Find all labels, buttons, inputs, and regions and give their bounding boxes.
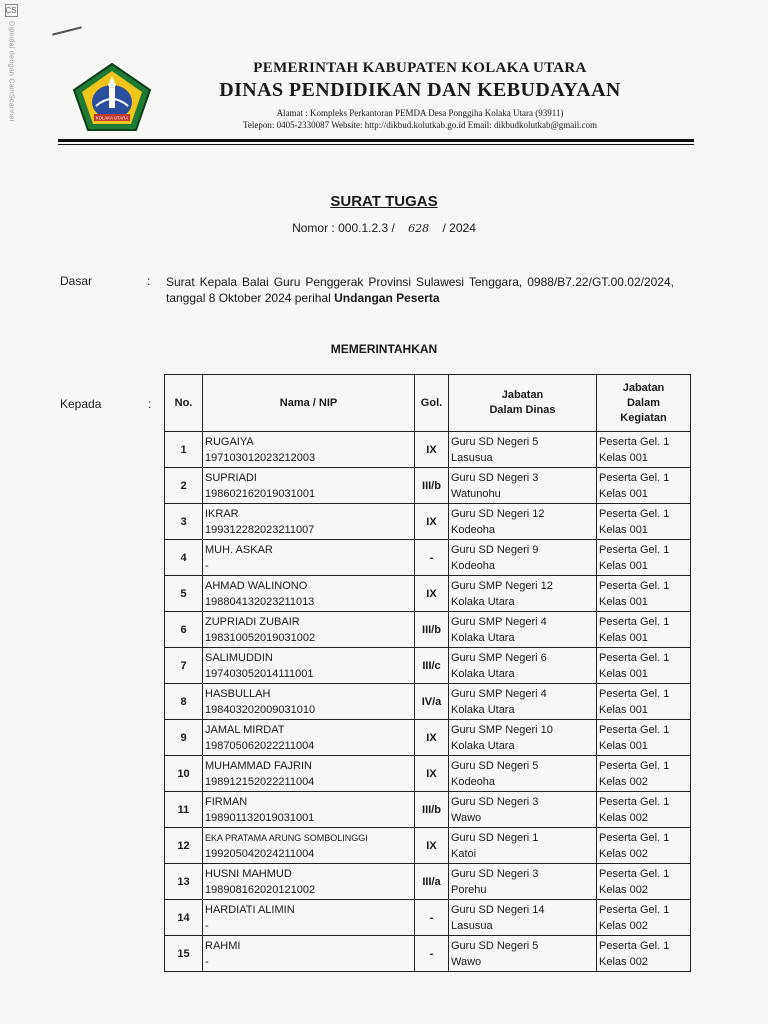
row-name: JAMAL MIRDAT (205, 723, 285, 736)
row-name-nip (203, 432, 415, 468)
row-jabatan-dinas: Guru SMP Negeri 6 Kolaka Utara (449, 648, 597, 684)
row-nip: 199205042024211004 (205, 847, 315, 860)
row-jabatan-dinas: Guru SD Negeri 3 Watunohu (449, 468, 597, 504)
table-row (165, 684, 691, 720)
document-title: SURAT TUGAS (330, 193, 438, 210)
agency-contact: Telepon: 0405-2330087 Website: http://dikbud.kolutkab.go.id Email: dikbudkolutkab@gmail.com (243, 120, 597, 130)
table-row (165, 468, 691, 504)
row-number: 4 (165, 540, 203, 576)
row-jabatan-kegiatan: Peserta Gel. 1 Kelas 001 (597, 468, 691, 504)
row-jabatan-kegiatan: Peserta Gel. 1 Kelas 002 (597, 900, 691, 936)
agency-address: Alamat : Kompleks Perkantoran PEMDA Desa Ponggiha Kolaka Utara (93911) (276, 108, 564, 118)
row-name-nip (203, 792, 415, 828)
row-jabatan-dinas: Guru SD Negeri 5 Wawo (449, 936, 597, 972)
header-gol: Gol. (415, 375, 449, 432)
dasar-label: Dasar (60, 274, 93, 288)
row-jabatan-kegiatan: Peserta Gel. 1 Kelas 001 (597, 504, 691, 540)
row-jabatan-kegiatan: Peserta Gel. 1 Kelas 002 (597, 864, 691, 900)
row-name-nip (203, 576, 415, 612)
row-name-nip (203, 648, 415, 684)
row-name: AHMAD WALINONO (205, 579, 308, 592)
header-no: No. (165, 375, 203, 432)
scanner-watermark (4, 4, 18, 184)
row-golongan: III/b (415, 468, 449, 504)
table-row (165, 828, 691, 864)
row-number: 7 (165, 648, 203, 684)
kepada-colon: : (148, 397, 152, 411)
row-name: IKRAR (205, 507, 239, 520)
number-prefix: Nomor : 000.1.2.3 / (292, 221, 395, 235)
table-row (165, 612, 691, 648)
row-jabatan-dinas: Guru SD Negeri 12 Kodeoha (449, 504, 597, 540)
row-nip: 199312282023211007 (205, 523, 315, 536)
regency-logo-icon (72, 62, 152, 132)
table-row (165, 540, 691, 576)
table-row (165, 936, 691, 972)
row-number: 14 (165, 900, 203, 936)
row-jabatan-kegiatan: Peserta Gel. 1 Kelas 001 (597, 720, 691, 756)
row-jabatan-kegiatan: Peserta Gel. 1 Kelas 001 (597, 648, 691, 684)
table-row (165, 576, 691, 612)
row-jabatan-dinas: Guru SD Negeri 1 Katoi (449, 828, 597, 864)
row-number: 13 (165, 864, 203, 900)
agency-name: DINAS PENDIDIKAN DAN KEBUDAYAAN (219, 79, 621, 101)
row-jabatan-dinas: Guru SD Negeri 5 Lasusua (449, 432, 597, 468)
row-jabatan-kegiatan: Peserta Gel. 1 Kelas 001 (597, 612, 691, 648)
header-nama: Nama / NIP (203, 375, 415, 432)
pen-stroke-mark (52, 26, 82, 35)
row-nip: 198310052019031002 (205, 631, 316, 644)
row-nip: 198908162020121002 (205, 883, 316, 896)
assignee-table (164, 374, 691, 972)
table-row (165, 720, 691, 756)
row-number: 1 (165, 432, 203, 468)
row-number: 12 (165, 828, 203, 864)
row-name: ZUPRIADI ZUBAIR (205, 615, 300, 628)
row-golongan: IX (415, 576, 449, 612)
header-jabatan-dinas: Jabatan Dalam Dinas (449, 375, 597, 432)
row-jabatan-kegiatan: Peserta Gel. 1 Kelas 002 (597, 792, 691, 828)
row-golongan: III/a (415, 864, 449, 900)
row-jabatan-dinas: Guru SMP Negeri 4 Kolaka Utara (449, 684, 597, 720)
row-golongan: - (415, 900, 449, 936)
row-jabatan-kegiatan: Peserta Gel. 1 Kelas 001 (597, 540, 691, 576)
row-number: 9 (165, 720, 203, 756)
letterhead-divider (58, 139, 694, 142)
row-nip: 197103012023212003 (205, 451, 316, 464)
row-name-nip (203, 540, 415, 576)
row-number: 11 (165, 792, 203, 828)
dasar-colon: : (147, 274, 151, 288)
row-name-nip (203, 756, 415, 792)
row-name: HASBULLAH (205, 687, 271, 700)
row-golongan: III/c (415, 648, 449, 684)
row-golongan: - (415, 540, 449, 576)
government-name: PEMERINTAH KABUPATEN KOLAKA UTARA (253, 60, 587, 76)
row-name: EKA PRATAMA ARUNG SOMBOLINGGI (205, 832, 368, 843)
document-number (0, 221, 768, 235)
table-header-row (165, 375, 691, 432)
dasar-text: Surat Kepala Balai Guru Penggerak Provinsi Sulawesi Tenggara, 0988/B7.22/GT.00.02/2024, tanggal 8 Oktober 2024 perihal Undangan Peserta (166, 275, 674, 305)
row-nip: 198912152022211004 (205, 775, 315, 788)
table-row (165, 900, 691, 936)
row-golongan: IX (415, 504, 449, 540)
row-name: MUHAMMAD FAJRIN (205, 759, 312, 772)
row-jabatan-dinas: Guru SMP Negeri 12 Kolaka Utara (449, 576, 597, 612)
row-name: RAHMI (205, 939, 241, 952)
row-name-nip (203, 684, 415, 720)
row-name-nip (203, 828, 415, 864)
row-name: SUPRIADI (205, 471, 257, 484)
row-jabatan-dinas: Guru SMP Negeri 4 Kolaka Utara (449, 612, 597, 648)
row-name: FIRMAN (205, 795, 248, 808)
row-golongan: IV/a (415, 684, 449, 720)
table-row (165, 432, 691, 468)
row-jabatan-kegiatan: Peserta Gel. 1 Kelas 001 (597, 684, 691, 720)
table-row (165, 504, 691, 540)
table-row (165, 648, 691, 684)
kepada-label: Kepada (60, 397, 102, 411)
row-nip: 198705062022211004 (205, 739, 315, 752)
row-number: 2 (165, 468, 203, 504)
row-number: 3 (165, 504, 203, 540)
row-jabatan-kegiatan: Peserta Gel. 1 Kelas 001 (597, 576, 691, 612)
row-name-nip (203, 900, 415, 936)
letterhead-divider-thin (58, 144, 694, 145)
row-name-nip (203, 720, 415, 756)
row-golongan: IX (415, 828, 449, 864)
row-number: 6 (165, 612, 203, 648)
row-number: 10 (165, 756, 203, 792)
row-jabatan-kegiatan: Peserta Gel. 1 Kelas 002 (597, 828, 691, 864)
row-nip: 198403202009031010 (205, 703, 316, 716)
row-number: 15 (165, 936, 203, 972)
row-number: 5 (165, 576, 203, 612)
row-name-nip (203, 936, 415, 972)
row-nip: - (205, 955, 209, 968)
table-row (165, 792, 691, 828)
logo-text: KOLAKA UTARA (95, 115, 129, 121)
memerintahkan-heading: MEMERINTAHKAN (330, 342, 438, 356)
row-golongan: IX (415, 432, 449, 468)
row-name-nip (203, 864, 415, 900)
row-nip: - (205, 919, 209, 932)
row-jabatan-kegiatan: Peserta Gel. 1 Kelas 002 (597, 936, 691, 972)
row-jabatan-dinas: Guru SD Negeri 9 Kodeoha (449, 540, 597, 576)
row-name: MUH. ASKAR (205, 543, 273, 556)
camscanner-icon: CS (5, 6, 17, 15)
row-name: SALIMUDDIN (205, 651, 273, 664)
row-name-nip (203, 468, 415, 504)
row-jabatan-dinas: Guru SD Negeri 3 Wawo (449, 792, 597, 828)
row-golongan: IX (415, 756, 449, 792)
row-nip: 198901132019031001 (205, 811, 315, 824)
number-suffix: / 2024 (442, 221, 476, 235)
row-jabatan-dinas: Guru SD Negeri 3 Porehu (449, 864, 597, 900)
row-golongan: III/b (415, 792, 449, 828)
row-nip: 198804132023211013 (205, 595, 315, 608)
row-jabatan-kegiatan: Peserta Gel. 1 Kelas 001 (597, 432, 691, 468)
row-jabatan-kegiatan: Peserta Gel. 1 Kelas 002 (597, 756, 691, 792)
row-nip: - (205, 559, 209, 572)
handwritten-number: 628 (408, 222, 430, 235)
row-nip: 198602162019031001 (205, 487, 316, 500)
table-row (165, 756, 691, 792)
letterhead (180, 60, 660, 130)
row-name: HARDIATI ALIMIN (205, 903, 295, 916)
row-jabatan-dinas: Guru SD Negeri 14 Lasusua (449, 900, 597, 936)
row-name: RUGAIYA (205, 435, 254, 448)
table-row (165, 864, 691, 900)
row-name-nip (203, 504, 415, 540)
row-name: HUSNI MAHMUD (205, 867, 292, 880)
row-jabatan-dinas: Guru SMP Negeri 10 Kolaka Utara (449, 720, 597, 756)
row-golongan: IX (415, 720, 449, 756)
row-nip: 197403052014111001 (205, 667, 314, 680)
row-jabatan-dinas: Guru SD Negeri 5 Kodeoha (449, 756, 597, 792)
row-golongan: III/b (415, 612, 449, 648)
row-golongan: - (415, 936, 449, 972)
row-name-nip (203, 612, 415, 648)
scanner-watermark-text: Dipindai dengan CamScanner (7, 21, 15, 123)
row-number: 8 (165, 684, 203, 720)
header-jabatan-kegiatan: Jabatan Dalam Kegiatan (597, 375, 691, 432)
